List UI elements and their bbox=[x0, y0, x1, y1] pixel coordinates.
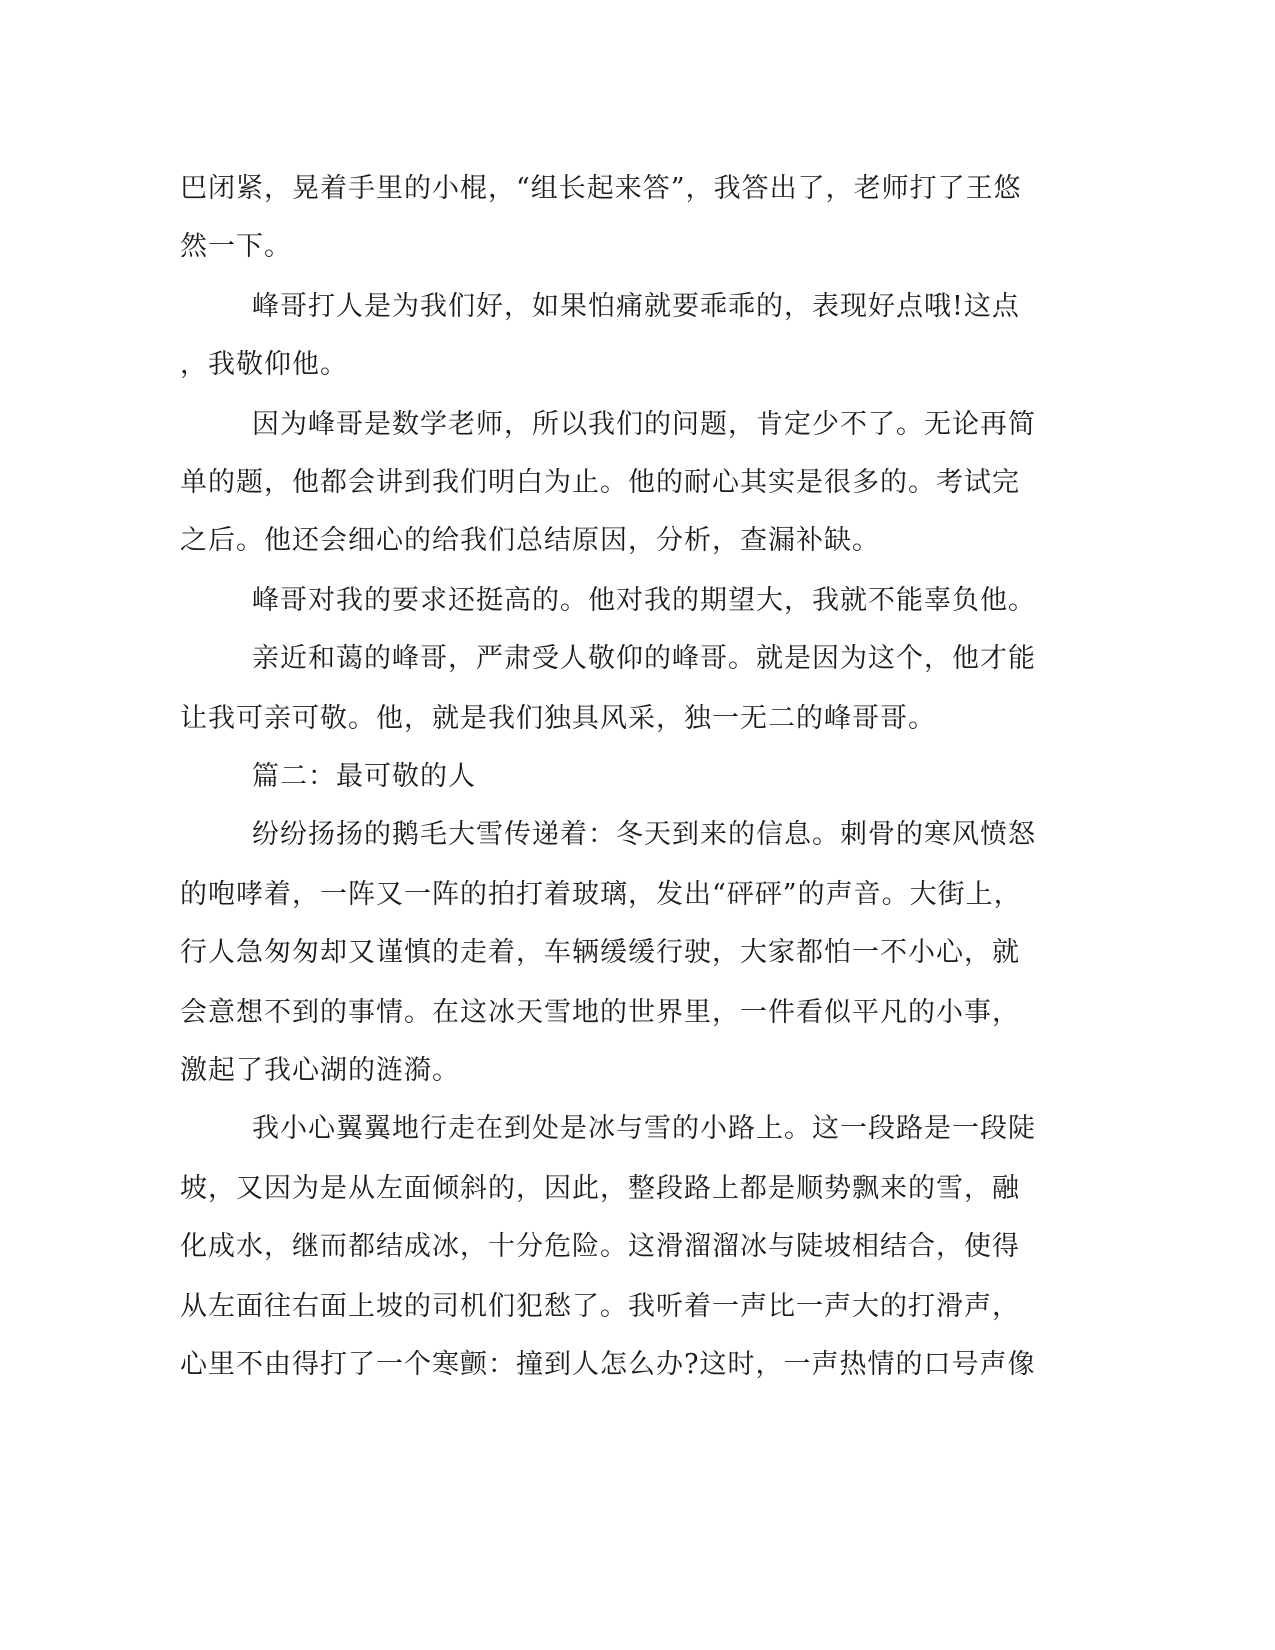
text-line: 从左面往右面上坡的司机们犯愁了。我听着一声比一声大的打滑声， bbox=[180, 1291, 1020, 1322]
text-line: ，我敬仰他。 bbox=[180, 349, 348, 380]
text-line: 我小心翼翼地行走在到处是冰与雪的小路上。这一段路是一段陡 bbox=[252, 1113, 1036, 1144]
text-line: 因为峰哥是数学老师，所以我们的问题，肯定少不了。无论再简 bbox=[252, 409, 1036, 440]
text-line: 亲近和蔼的峰哥，严肃受人敬仰的峰哥。就是因为这个，他才能 bbox=[252, 643, 1036, 674]
text-line: 让我可亲可敬。他，就是我们独具风采，独一无二的峰哥哥。 bbox=[180, 703, 936, 734]
text-line: 激起了我心湖的涟漪。 bbox=[180, 1055, 460, 1086]
text-line: 峰哥打人是为我们好，如果怕痛就要乖乖的，表现好点哦!这点 bbox=[252, 291, 1020, 322]
text-line: 之后。他还会细心的给我们总结原因，分析，查漏补缺。 bbox=[180, 525, 880, 556]
text-line: 纷纷扬扬的鹅毛大雪传递着：冬天到来的信息。刺骨的寒风愤怒 bbox=[252, 819, 1036, 850]
text-line: 峰哥对我的要求还挺高的。他对我的期望大，我就不能辜负他。 bbox=[252, 585, 1036, 616]
section-heading: 篇二：最可敬的人 bbox=[252, 761, 476, 792]
text-line: 心里不由得打了一个寒颤：撞到人怎么办?这时，一声热情的口号声像 bbox=[180, 1349, 1036, 1380]
text-line: 巴闭紧，晃着手里的小棍，“组长起来答”，我答出了，老师打了王悠 bbox=[180, 173, 1022, 204]
text-line: 化成水，继而都结成冰，十分危险。这滑溜溜冰与陡坡相结合，使得 bbox=[180, 1231, 1020, 1262]
text-line: 坡，又因为是从左面倾斜的，因此，整段路上都是顺势飘来的雪，融 bbox=[180, 1173, 1020, 1204]
text-line: 然一下。 bbox=[180, 231, 292, 262]
text-line: 单的题，他都会讲到我们明白为止。他的耐心其实是很多的。考试完 bbox=[180, 467, 1020, 498]
text-line: 行人急匆匆却又谨慎的走着，车辆缓缓行驶，大家都怕一不小心，就 bbox=[180, 937, 1020, 968]
text-line: 会意想不到的事情。在这冰天雪地的世界里，一件看似平凡的小事， bbox=[180, 997, 1020, 1028]
text-line: 的咆哮着，一阵又一阵的拍打着玻璃，发出“砰砰”的声音。大街上， bbox=[180, 879, 1022, 910]
